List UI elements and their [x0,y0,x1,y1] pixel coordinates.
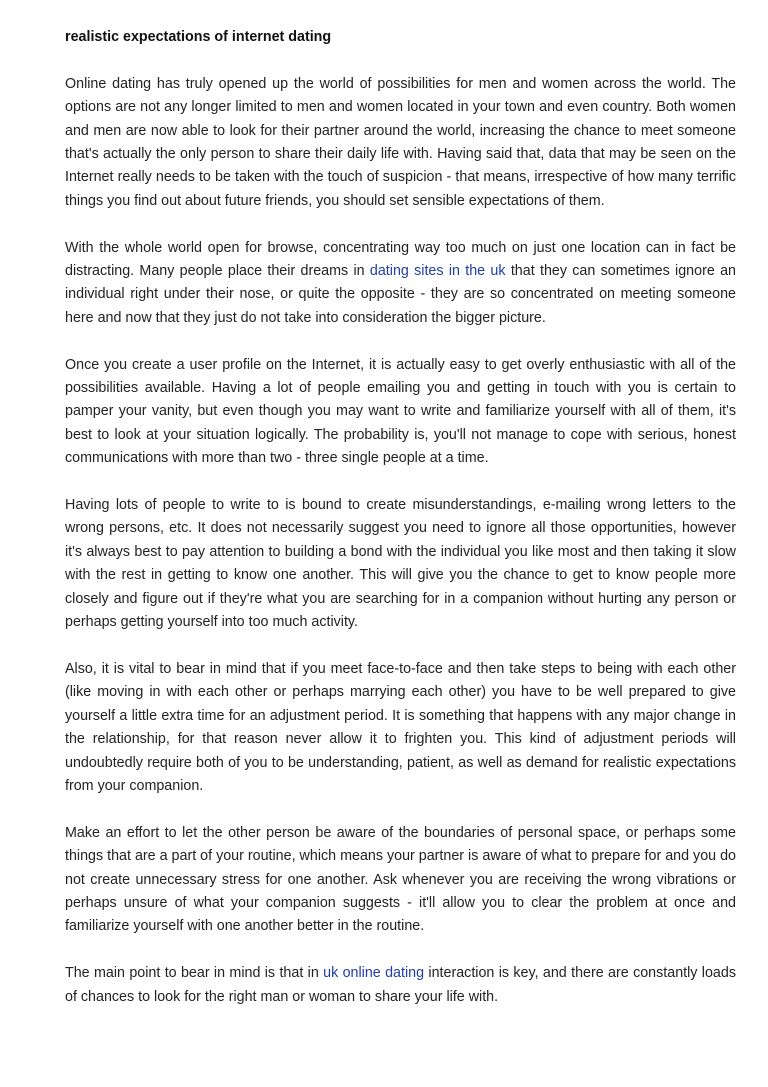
uk-online-dating-link[interactable]: uk online dating [323,965,425,982]
paragraph-6: Make an effort to let the other person be aware of the boundaries of personal space, or perhaps some things that are a part of your routine, which means your partner is aware of what to prepare for and you do not create unnecessary stress for one another. Ask whenever you are receiving the wrong vibrations or perhaps unsure of what your companion suggests - it'll allow you to clear the problem at once and familiarize yourself with one another better in the routine. [65,824,736,935]
paragraph-5: Also, it is vital to bear in mind that if you meet face-to-face and then take steps to being with each other (like moving in with each other or perhaps marrying each other) you have to be well prepared to give yourself a little extra time for an adjustment period. It is something that happens with any major change in the relationship, for that reason never allow it to frighten you. This kind of adjustment periods will undoubtedly require both of you to be understanding, patient, as well as demand for realistic expectations from your companion. [65,660,736,794]
paragraph-7-text-before: The main point to bear in mind is that in [65,965,324,982]
paragraph-2-text-before: With the whole world open for browse, concentrating way too much on just one location can in fact be distracting. Many people place their dreams in [65,239,736,280]
paragraph-7-text-after: interaction is key, and there are constantly loads of chances to look for the right man or woman to share your life with. [65,965,736,1005]
document-page [65,26,736,1009]
paragraph-2 [65,237,736,331]
paragraph-1: Online dating has truly opened up the world of possibilities for men and women across the world. The options are not any longer limited to men and women located in your town and even country. Both women and men are now able to look for their partner around the world, increasing the chance to meet someone that's actually the only person to share their daily life with. Having said that, data that may be seen on the Internet really needs to be taken with the touch of suspicion - that means, irrespective of how many terrific things you find out about future friends, you should set sensible expectations of them. [65,75,736,209]
document-title: realistic expectations of internet dating [65,29,332,45]
paragraph-3: Once you create a user profile on the Internet, it is actually easy to get overly enthusiastic with all of the possibilities available. Having a lot of people emailing you and getting in touch with you is certain to pamper your vanity, but even though you may want to write and familiarize yourself with all of them, it's best to look at your situation logically. The probability is, you'll not manage to cope with serious, honest communications with more than two - three single people at a time. [65,356,736,467]
paragraph-4: Having lots of people to write to is bound to create misunderstandings, e-mailing wrong letters to the wrong persons, etc. It does not necessarily suggest you need to ignore all those opportunities, however it's always best to pay attention to building a bond with the individual you like most and then taking it slow with the rest in getting to know one another. This will give you the chance to get to know people more closely and figure out if they're what you are searching for in a companion without hurting any person or perhaps getting yourself into too much activity. [65,497,736,631]
paragraph-2-text-after: that they can sometimes ignore an individual right under their nose, or quite the opposite - they are so concentrated on meeting someone here and now that they just do not take into consideration the bigger picture. [65,263,736,326]
dating-sites-uk-link[interactable]: dating sites in the uk [369,263,506,280]
paragraph-7 [65,962,736,1009]
